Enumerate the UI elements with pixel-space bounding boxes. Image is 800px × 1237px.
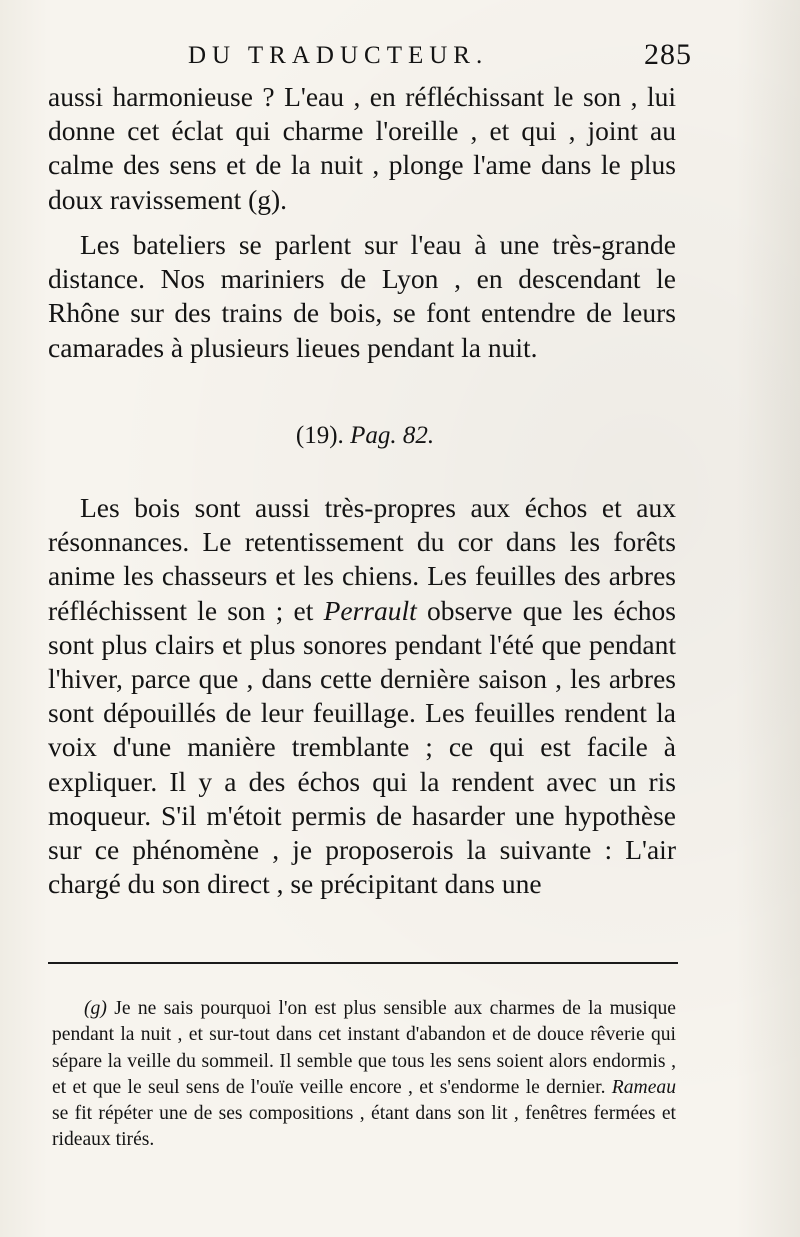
paragraph-bois — [48, 491, 676, 901]
footnote-divider — [48, 962, 678, 964]
footnote-text-end: se fit répéter une de ses compositions , étant dans son lit , fenêtres fermées et rideaux tirés. — [52, 1103, 676, 1151]
paragraph-continuation: aussi harmonieuse ? L'eau , en réfléchissant le son , lui donne cet éclat qui charme l'oreille , et qui , joint au calme des sens et de la nuit , plonge l'ame dans le plus doux ravissement (g). — [48, 81, 676, 215]
footnote-marker: (g) — [84, 998, 107, 1019]
page-header — [48, 38, 692, 78]
section-number: (19). — [295, 422, 344, 449]
footnote — [52, 996, 676, 1154]
author-name-perrault: Perrault — [323, 594, 417, 626]
running-head: DU TRADUCTEUR. — [188, 42, 489, 69]
paragraph-bois-text-start: Les bois sont aussi très-propres aux échos et aux résonnances. Le retentissement du cor dans les forêts anime les chasseurs et les chiens. Les feuilles des arbres réfléchissent le son ; et — [48, 492, 676, 626]
section-heading — [0, 422, 730, 450]
paragraph-bois-text-end: observe que les échos sont plus clairs et plus sonores pendant l'été que pendant l'hiver, parce que , dans cette dernière saison , les arbres sont dépouillés de leur feuillage. Les feuilles rendent la voix d'une manière tremblante ; ce qui est facile à expliquer. Il y a des échos qui la rendent avec un ris moqueur. S'il m'étoit permis de hasarder une hypothèse sur ce phénomène , je proposerois la suivante : L'air chargé du son direct , se précipitant dans une — [48, 594, 677, 900]
composer-name-rameau: Rameau — [611, 1076, 676, 1098]
paragraph-bateliers: Les bateliers se parlent sur l'eau à une très-grande distance. Nos mariniers de Lyon , en descendant le Rhône sur des trains de bois, se font entendre de leurs camarades à plusieurs lieues pendant la nuit. — [48, 229, 676, 363]
page-number: 285 — [644, 38, 692, 71]
footnote-text-start: Je ne sais pourquoi l'on est plus sensible aux charmes de la musique pendant la nuit , et sur-tout dans cet instant d'abandon et de douce rêverie qui sépare la veille du sommeil. Il semble que tous les sens soient alors endormis , et et que le seul sens de l'ouïe veille encore , et s'endorme le dernier. — [52, 998, 676, 1098]
page-reference: Pag. 82. — [350, 422, 435, 449]
